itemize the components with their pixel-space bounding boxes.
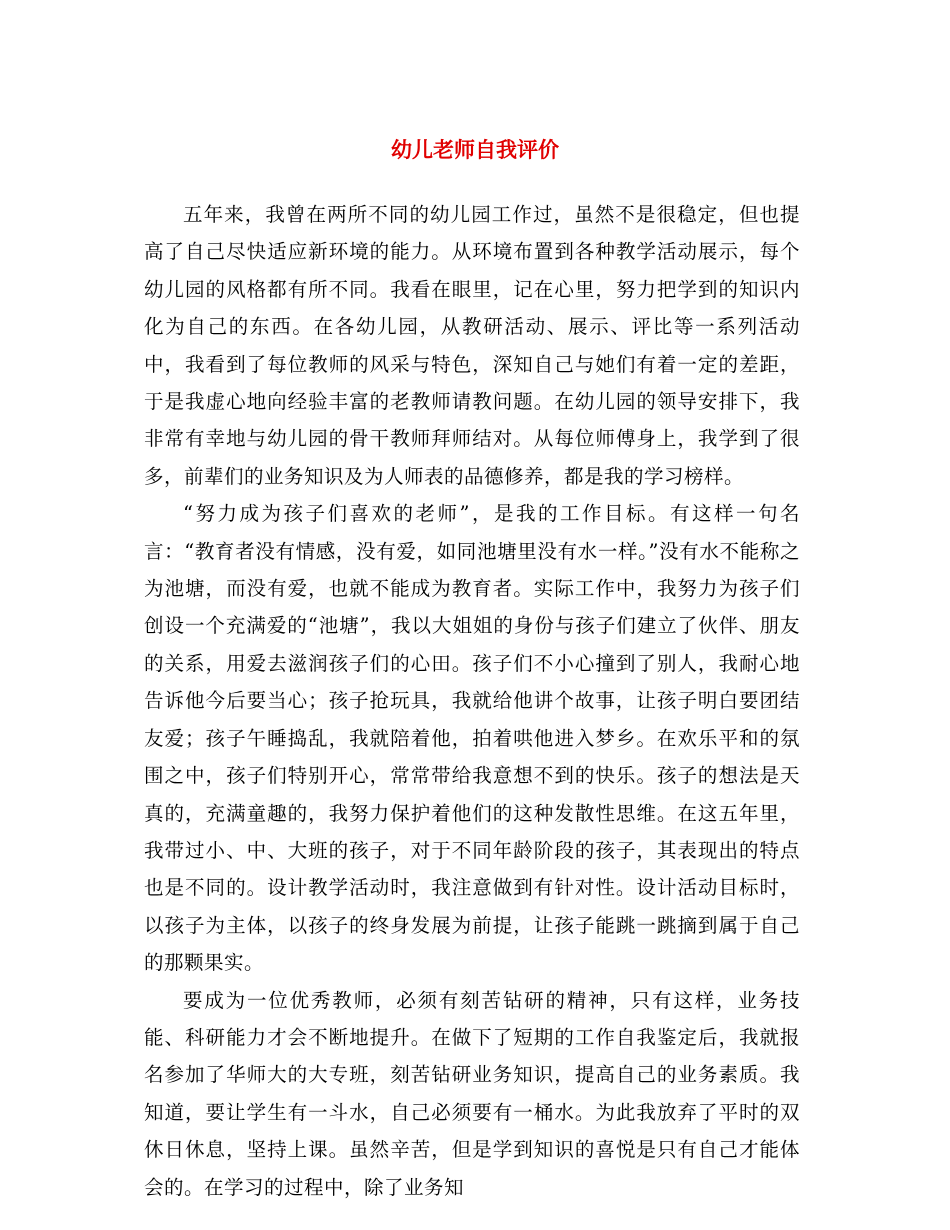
document-title: 幼儿老师自我评价 xyxy=(391,137,559,162)
paragraph-1: 五年来，我曾在两所不同的幼儿园工作过，虽然不是很稳定，但也提高了自己尽快适应新环境的能力。从环境布置到各种教学活动展示，每个幼儿园的风格都有所不同。我看在眼里，记在心里，努力把学到的知识内化为自己的东西。在各幼儿园，从教研活动、展示、评比等一系列活动中，我看到了每位教师的风采与特色，深知自己与她们有着一定的差距，于是我虚心地向经验丰富的老教师请教问题。在幼儿园的领导安排下，我非常有幸地与幼儿园的骨干教师拜师结对。从每位师傅身上，我学到了很多，前辈们的业务知识及为人师表的品德修养，都是我的学习榜样。 xyxy=(144,203,800,488)
paragraph-2: “努力成为孩子们喜欢的老师”，是我的工作目标。有这样一句名言：“教育者没有情感，没有爱，如同池塘里没有水一样。”没有水不能称之为池塘，而没有爱，也就不能成为教育者。实际工作中，我努力为孩子们创设一个充满爱的“池塘”，我以大姐姐的身份与孩子们建立了伙伴、朋友的关系，用爱去滋润孩子们的心田。孩子们不小心撞到了别人，我耐心地告诉他今后要当心；孩子抢玩具，我就给他讲个故事，让孩子明白要团结友爱；孩子午睡捣乱，我就陪着他，拍着哄他进入梦乡。在欢乐平和的氛围之中，孩子们特别开心，常常带给我意想不到的快乐。孩子的想法是天真的，充满童趣的，我努力保护着他们的这种发散性思维。在这五年里，我带过小、中、大班的孩子，对于不同年龄阶段的孩子，其表现出的特点也是不同的。设计教学活动时，我注意做到有针对性。设计活动目标时，以孩子为主体，以孩子的终身发展为前提，让孩子能跳一跳摘到属于自己的那颗果实。 xyxy=(144,502,800,975)
paragraph-3: 要成为一位优秀教师，必须有刻苦钻研的精神，只有这样，业务技能、科研能力才会不断地提升。在做下了短期的工作自我鉴定后，我就报名参加了华师大的大专班，刻苦钻研业务知识，提高自己的业务素质。我知道，要让学生有一斗水，自己必须要有一桶水。为此我放弃了平时的双休日休息，坚持上课。虽然辛苦，但是学到知识的喜悦是只有自己才能体会的。在学习的过程中，除了业务知 xyxy=(144,988,800,1199)
document-body xyxy=(144,196,800,1206)
